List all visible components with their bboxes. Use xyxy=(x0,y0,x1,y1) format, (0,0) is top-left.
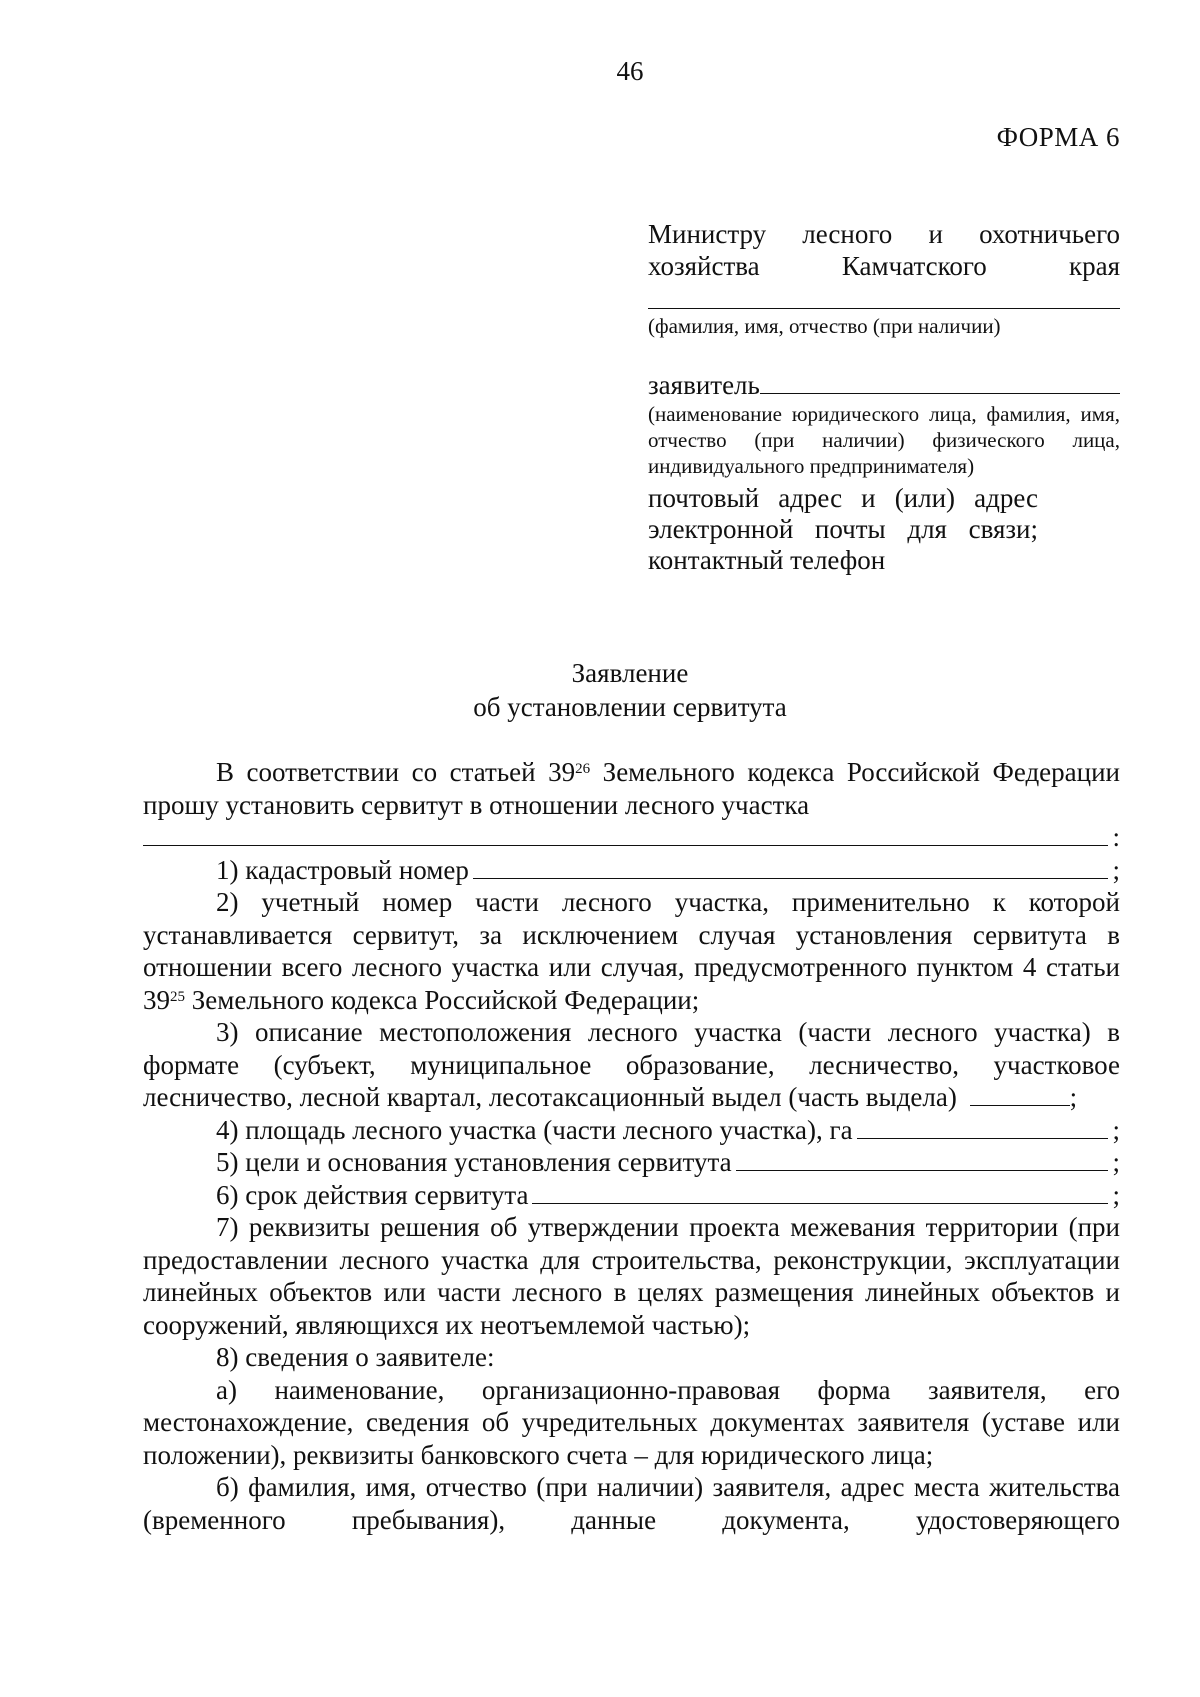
intro-text-a: В соответствии со статьей 39 xyxy=(216,757,576,787)
form-label: ФОРМА 6 xyxy=(996,122,1120,152)
land-plot-blank-line[interactable] xyxy=(143,821,1108,846)
item-1-semicolon: ; xyxy=(1112,854,1120,885)
item-8-paragraph: 8) сведения о заявителе: xyxy=(216,1342,495,1372)
page-number: 46 xyxy=(616,56,644,86)
applicant-label: заявитель xyxy=(648,370,760,400)
item-4-semicolon: ; xyxy=(1112,1114,1120,1145)
purpose-blank-line[interactable] xyxy=(736,1146,1109,1171)
item-2-paragraph xyxy=(143,886,1120,1016)
intro-colon: : xyxy=(1112,822,1120,852)
item-3-semicolon: ; xyxy=(1069,1082,1078,1112)
title-line-1: Заявление xyxy=(571,658,689,688)
cadastral-number-blank-line[interactable] xyxy=(473,854,1109,879)
intro-blank-row xyxy=(143,821,1120,854)
document-body xyxy=(143,756,1120,1536)
applicant-blank-line[interactable] xyxy=(760,371,1120,394)
item-6-semicolon: ; xyxy=(1112,1179,1120,1210)
term-blank-line[interactable] xyxy=(532,1179,1108,1204)
item-6-label: 6) срок действия сервитута xyxy=(216,1179,529,1210)
item-3-paragraph xyxy=(143,1016,1120,1114)
intro-text-b: Земельного кодекса Российской Федерации прошу установить сервитут в отношении лесного участка xyxy=(143,757,1120,820)
area-blank-line[interactable] xyxy=(857,1114,1109,1139)
title-line-2: об установлении сервитута xyxy=(473,692,787,722)
intro-sup: 26 xyxy=(575,761,591,777)
contact-text: почтовый адрес и (или) адрес электронной почты для связи; контактный телефон xyxy=(648,483,1038,575)
applicant-caption: (наименование юридического лица, фамилия, имя, отчество (при наличии) физического лица, индивидуального предпринимателя) xyxy=(648,402,1120,478)
document-title xyxy=(0,656,1200,724)
applicant-row xyxy=(648,369,1120,401)
item-2-text-a: 2) учетный номер части лесного участка, применительно к которой устанавливается сервитут, за исключением случая установления сервитута в отношении всего лесного участка или случая, предусмотренного пунктом 4 статьи 39 xyxy=(143,887,1120,1015)
item-8b-paragraph: б) фамилия, имя, отчество (при наличии) заявителя, адрес места жительства (временного пребывания), данные документа, удостоверяющего xyxy=(143,1472,1120,1535)
item-1-row xyxy=(143,854,1120,887)
addressee-line-1: Министру лесного и охотничьего xyxy=(648,219,1120,249)
item-2-text-b: Земельного кодекса Российской Федерации; xyxy=(185,984,700,1015)
item-7-paragraph: 7) реквизиты решения об утверждении проекта межевания территории (при предоставлении лесного участка для строительства, реконструкции, эксплуатации линейных объектов или части лесного в целях размещения линейных объектов и сооружений, являющихся их неотъемлемой частью); xyxy=(143,1212,1120,1340)
item-1-label: 1) кадастровый номер xyxy=(216,854,469,885)
item-4-label: 4) площадь лесного участка (части лесного участка), га xyxy=(216,1114,853,1145)
fio-caption: (фамилия, имя, отчество (при наличии) xyxy=(648,314,1001,338)
item-4-row xyxy=(143,1114,1120,1147)
item-8a-paragraph: а) наименование, организационно-правовая форма заявителя, его местонахождение, сведения об учредительных документах заявителя (уставе или положении), реквизиты банковского счета – для юридического лица; xyxy=(143,1374,1120,1470)
item-5-label: 5) цели и основания установления сервитута xyxy=(216,1147,732,1177)
fio-blank-line[interactable] xyxy=(648,282,1120,309)
addressee-block xyxy=(648,218,1120,576)
item-6-row xyxy=(143,1179,1120,1212)
item-5-row xyxy=(143,1146,1120,1179)
intro-paragraph xyxy=(143,756,1120,821)
addressee-line-2: хозяйства Камчатского края xyxy=(648,251,1120,281)
item-3-text: 3) описание местоположения лесного участка (части лесного участка) в формате (субъект, муниципальное образование, лесничество, участковое лесничество, лесной квартал, лесотаксационный выдел (часть выдела) xyxy=(143,1017,1120,1112)
location-blank-line[interactable] xyxy=(970,1083,1070,1106)
item-2-sup: 25 xyxy=(170,988,185,1005)
item-5-semicolon: ; xyxy=(1112,1147,1120,1177)
